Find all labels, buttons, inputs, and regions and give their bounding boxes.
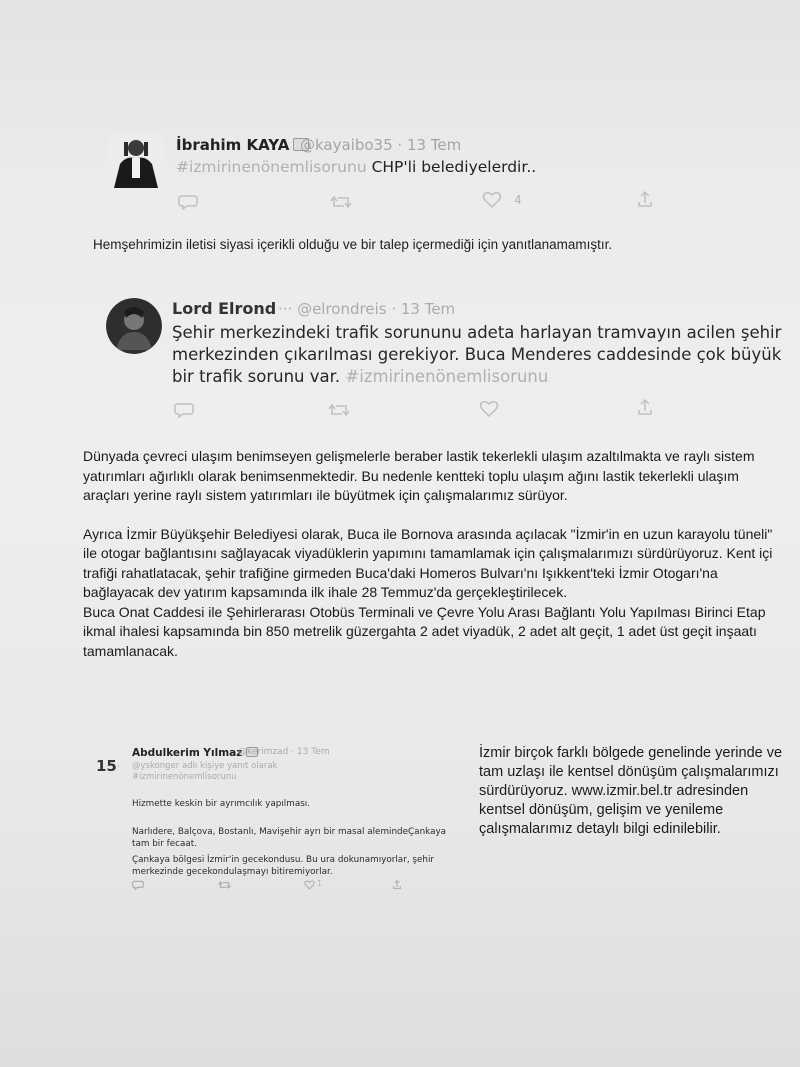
more-icon: · (117, 762, 120, 772)
hashtag: #izmirinenönemlisorunu (345, 367, 549, 386)
like-icon (304, 880, 315, 890)
author-handle: @kerimzad · 13 Tem (238, 747, 330, 757)
reply-to: @yskonger adlı kişiye yanıt olarak (132, 761, 278, 771)
hashtag: #izmirinenönemlisorunu (176, 158, 367, 176)
reply-icon (178, 194, 198, 210)
avatar (106, 298, 162, 354)
like-icon (482, 191, 502, 209)
response-text: İzmir birçok farklı bölgede genelinde yerinde ve tam uzlaşı ile kentsel dönüşüm çalışmalarımızı sürdürüyoruz. www.izmir.bel.tr adresinden kentsel dönüşüm, gelişim ve yenileme çalışmalarımız detaylı bilgi edinilebilir. (479, 745, 783, 837)
tweet-body: CHP'li belediyelerdir.. (366, 158, 537, 176)
tweet-number: 15 (96, 757, 117, 775)
reply-icon (174, 402, 194, 418)
reply-context (132, 761, 277, 783)
paragraph: Dünyada çevreci ulaşım benimseyen gelişmelerle beraber lastik tekerlekli ulaşım azaltılmakta ve raylı sistem yatırımları ağırlıklı olarak benimsenmektedir. Bu nedenle kentteki toplu ulaşım ağını lastik tekerlekli ulaşım araçları yerine raylı sistem yatırımları ile büyütmek için çalışmalarımız sürüyor. (83, 448, 755, 503)
tweet-line: Narlıdere, Balçova, Bostanlı, Mavişehir ayrı bir masal alemindeÇankaya tam bir fecaat. (132, 827, 447, 849)
author-handle: @kayaibo35 · 13 Tem (300, 136, 462, 154)
like-icon (479, 400, 499, 418)
author-name-text: İbrahim KAYA (176, 136, 290, 154)
author-name-text: Abdulkerim Yılmaz (132, 747, 243, 759)
response-text: Hemşehrimizin iletisi siyasi içerikli olduğu ve bir talep içermediği için yanıtlanamamıştır. (93, 237, 613, 252)
tweet-text (172, 322, 782, 388)
author-name (176, 136, 309, 154)
share-icon (636, 190, 654, 208)
share-icon (392, 879, 402, 890)
retweet-icon (328, 402, 350, 418)
like-count: 1 (317, 879, 323, 888)
tweet-line: Çankaya bölgesi İzmir'in gecekondusu. Bu ura dokunamıyorlar, şehir merkezinde gecekondulaşmayı bitiremiyorlar. (132, 855, 435, 877)
tweet-text (176, 158, 536, 176)
tweet-line: Hizmette keskin bir ayrımcılık yapılması. (132, 799, 311, 809)
tweet-body: Şehir merkezindeki trafik sorununu adeta harlayan tramvayın acilen şehir merkezinden çıkarılması gerekiyor. Buca Menderes caddesinde çok büyük bir trafik sorunu var. (172, 323, 782, 386)
avatar (108, 132, 164, 188)
like-count: 4 (514, 193, 522, 207)
retweet-icon (218, 880, 231, 890)
author-handle: ··· @elrondreis · 13 Tem (278, 300, 456, 318)
retweet-icon (330, 194, 352, 210)
paragraph: Buca Onat Caddesi ile Şehirlerarası Otobüs Terminali ve Çevre Yolu Arası Bağlantı Yolu Yapılması Birinci Etap ikmal ihalesi kapsamında bin 850 metrelik güzergahta 2 adet viyadük, 2 adet alt geçit, 1 adet üst geçit inşaatı tamamlanacak. (83, 603, 766, 659)
tweet-text (132, 798, 452, 884)
hashtag: #izmirinenönemlisorunu (132, 772, 237, 782)
author-name: Lord Elrond (172, 299, 277, 318)
response-body (83, 447, 773, 680)
reply-icon (132, 880, 144, 890)
share-icon (636, 398, 654, 416)
paragraph: Ayrıca İzmir Büyükşehir Belediyesi olarak, Buca ile Bornova arasında açılacak "İzmir'in en uzun karayolu tüneli" ile otogar bağlantısını sağlayacak viyadüklerin yapımını tamamlamak için çalışmalarımızı sürdürüyoruz. Kent içi trafiği rahatlatacak, şehir trafiğine girmeden Buca'daki Homeros Bulvarı'nı Işıkkent'teki İzmir Otogarı'na bağlayacak dev yatırım kapsamında ilk ihale 28 Temmuz'da gerçekleştirilecek. (83, 525, 773, 600)
